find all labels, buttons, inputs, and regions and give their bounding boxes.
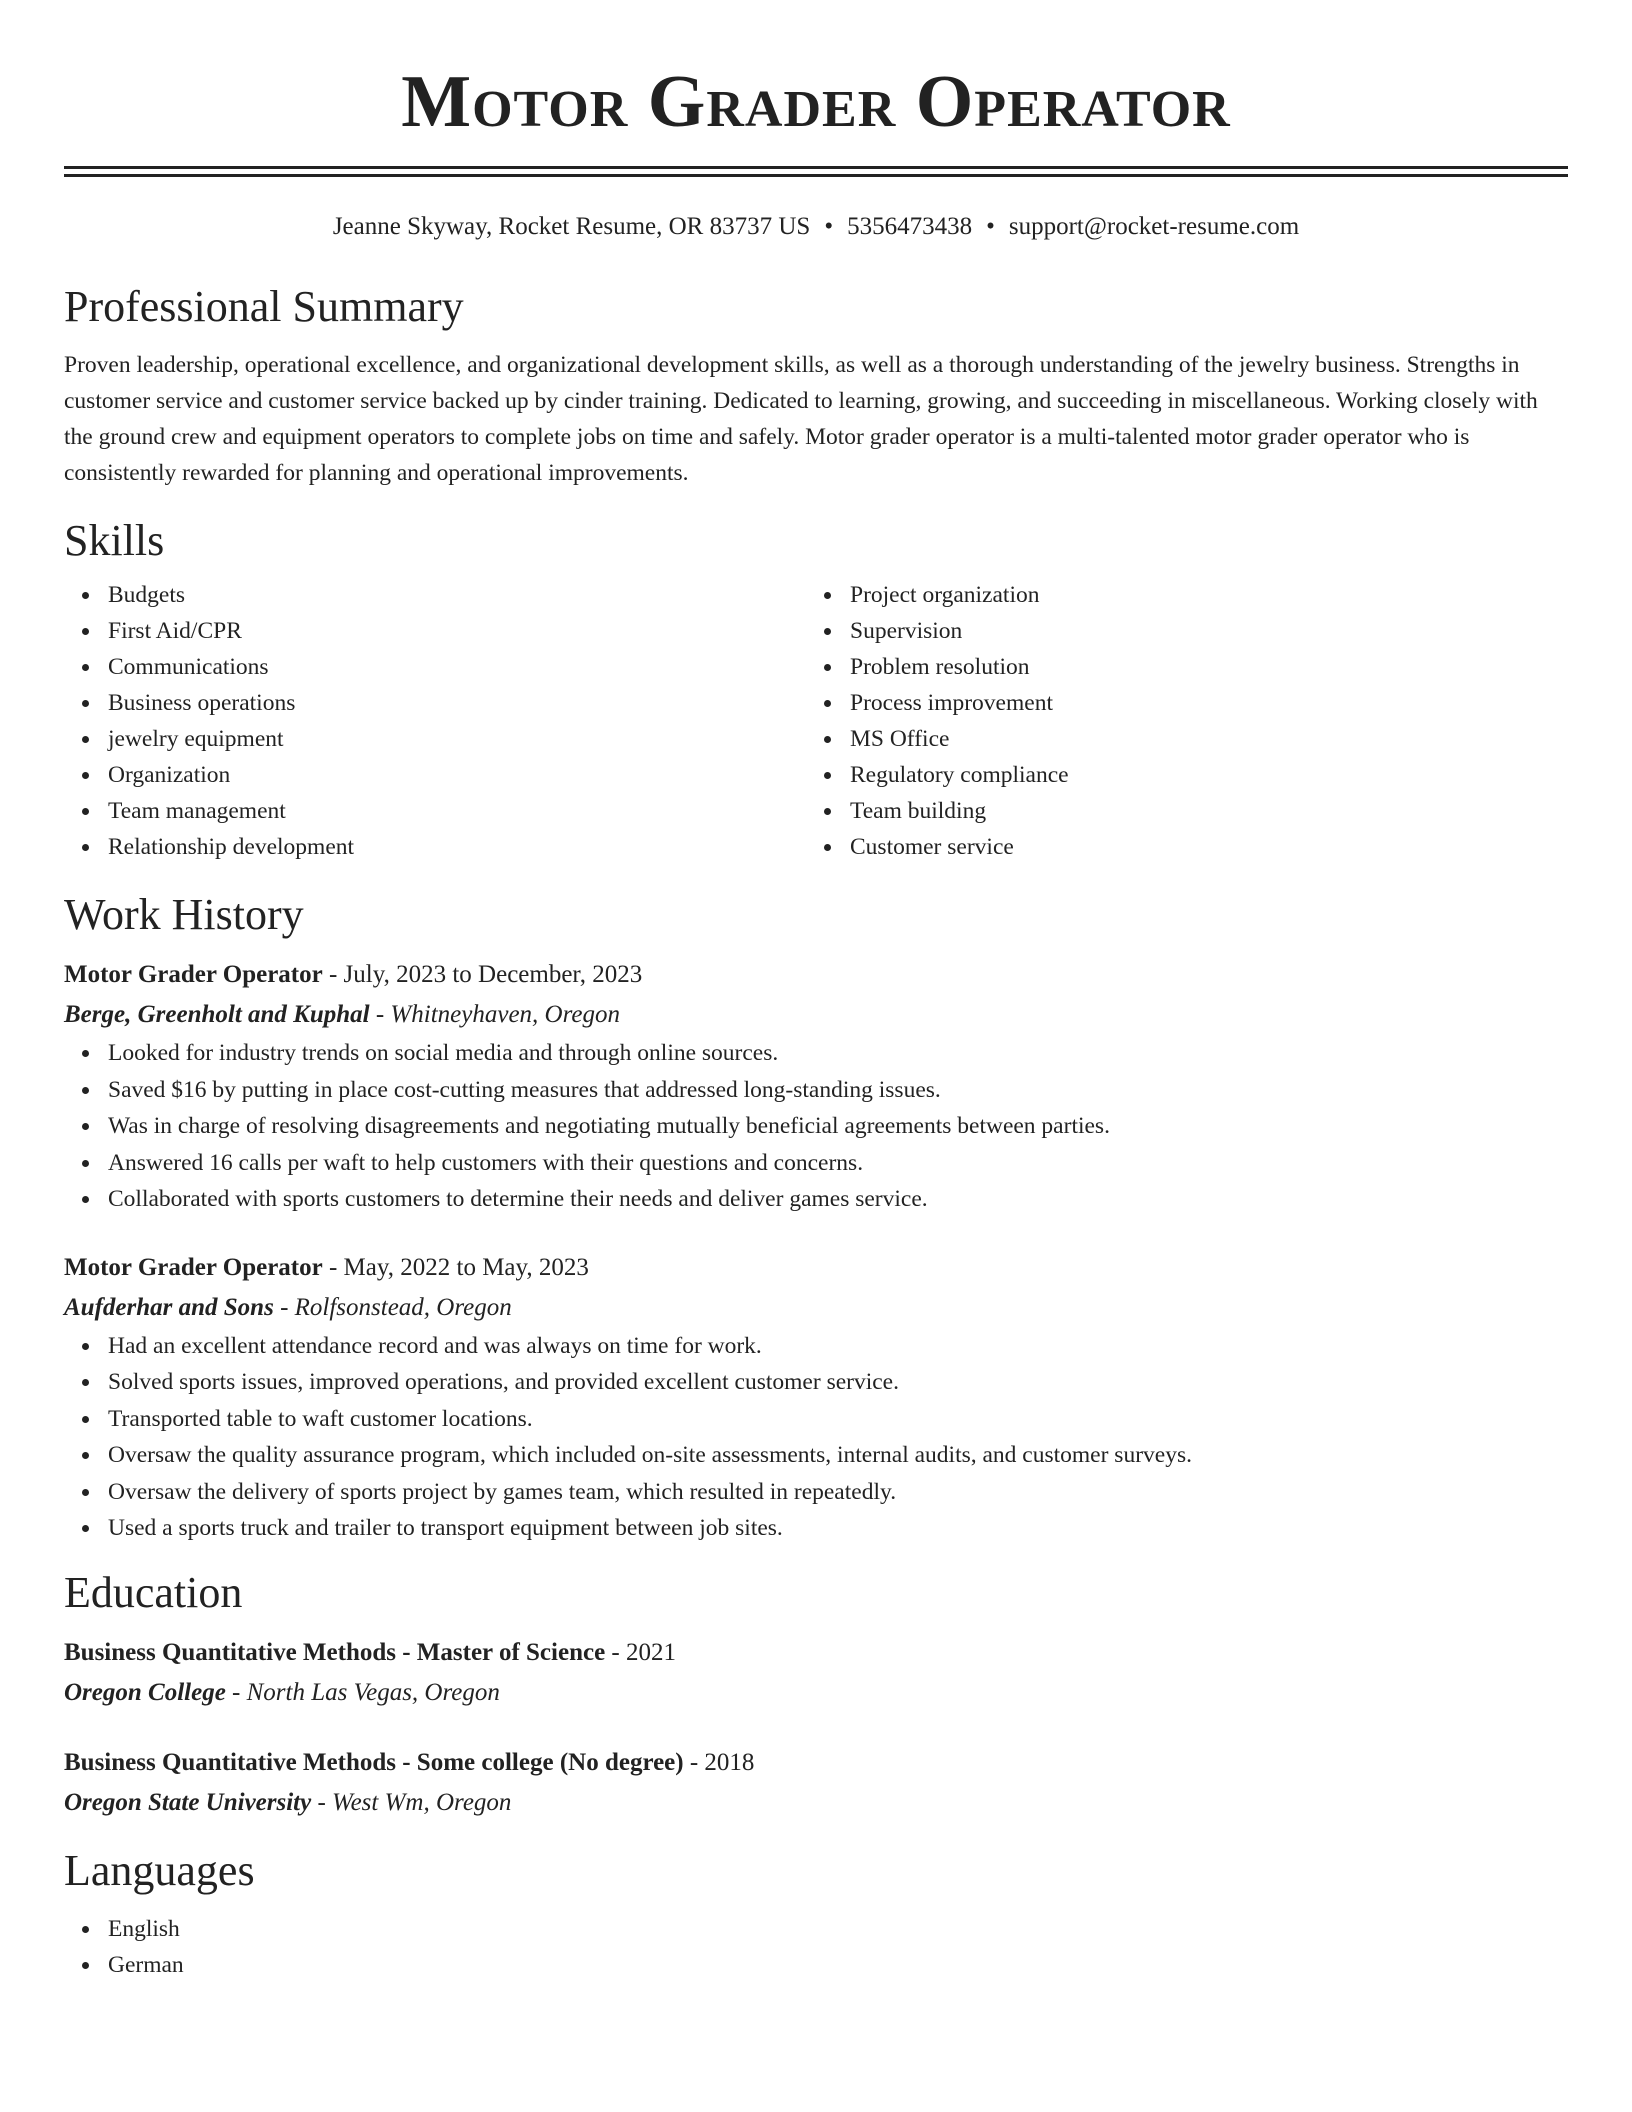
- language-item: English: [108, 1911, 1568, 1947]
- education-degree-line: [64, 1743, 1568, 1783]
- contact-email: support@rocket-resume.com: [1008, 213, 1300, 240]
- education-entry: [64, 1743, 1568, 1823]
- summary-heading: Professional Summary: [64, 282, 464, 331]
- languages-list: [64, 1911, 1568, 1983]
- job-entry: [64, 1248, 1568, 1547]
- skills-columns: [64, 577, 1568, 865]
- job-bullet: Had an excellent attendance record and was always on time for work.: [108, 1328, 1568, 1365]
- contact-separator: •: [824, 213, 834, 240]
- education-school: Oregon College: [64, 1678, 226, 1706]
- contact-separator: •: [986, 213, 995, 240]
- job-location: - Rolfsonstead, Oregon: [280, 1293, 512, 1321]
- header-divider-top: [64, 166, 1568, 169]
- education-entry: [64, 1633, 1568, 1713]
- job-company: Aufderhar and Sons: [64, 1293, 274, 1321]
- job-company: Berge, Greenholt and Kuphal: [64, 1001, 370, 1028]
- job-dates: - May, 2022 to May, 2023: [328, 1253, 589, 1281]
- skill-item: Organization: [108, 757, 806, 793]
- skill-item: Process improvement: [850, 685, 1548, 721]
- skill-item: Communications: [108, 649, 806, 685]
- job-bullet: Answered 16 calls per waft to help customers with their questions and concerns.: [108, 1145, 1568, 1182]
- job-place-line: [64, 995, 1568, 1035]
- job-bullet: Looked for industry trends on social media and through online sources.: [108, 1035, 1568, 1072]
- education-year: - 2021: [611, 1638, 676, 1666]
- skill-item: Team building: [850, 793, 1548, 829]
- education-year: - 2018: [689, 1748, 755, 1776]
- job-bullets: [64, 1328, 1568, 1547]
- education-school-line: [64, 1783, 1568, 1823]
- skill-item: Problem resolution: [850, 649, 1548, 685]
- skill-item: jewelry equipment: [108, 721, 806, 757]
- job-title-line: [64, 955, 1568, 995]
- skill-item: Project organization: [850, 577, 1548, 613]
- job-entry: [64, 955, 1568, 1218]
- job-bullet: Was in charge of resolving disagreements and negotiating mutually beneficial agreements between parties.: [108, 1108, 1568, 1145]
- contact-address: Jeanne Skyway, Rocket Resume, OR 83737 US: [332, 213, 811, 240]
- job-bullet: Collaborated with sports customers to determine their needs and deliver games service.: [108, 1181, 1568, 1218]
- job-dates: - July, 2023 to December, 2023: [328, 961, 643, 988]
- job-role: Motor Grader Operator: [64, 961, 323, 988]
- education-location: - North Las Vegas, Oregon: [232, 1678, 500, 1706]
- skills-column-left: [64, 577, 806, 865]
- language-item: German: [108, 1947, 1568, 1983]
- education-school-line: [64, 1673, 1568, 1713]
- skill-item: Customer service: [850, 829, 1548, 865]
- education-school: Oregon State University: [64, 1788, 312, 1816]
- job-bullet: Used a sports truck and trailer to transport equipment between job sites.: [108, 1510, 1568, 1547]
- skill-item: Budgets: [108, 577, 806, 613]
- job-bullet: Oversaw the quality assurance program, which included on-site assessments, internal audits, and customer surveys.: [108, 1437, 1568, 1474]
- job-place-line: [64, 1288, 1568, 1328]
- languages-heading: Languages: [64, 1845, 255, 1895]
- work-history-heading: Work History: [64, 890, 304, 939]
- candidate-name: Motor Grader Operator: [401, 61, 1231, 143]
- job-bullet: Transported table to waft customer locations.: [108, 1401, 1568, 1438]
- education-degree: Business Quantitative Methods - Master of Science: [64, 1638, 606, 1666]
- education-degree: Business Quantitative Methods - Some college (No degree): [64, 1748, 684, 1776]
- summary-text: Proven leadership, operational excellence, and organizational development skills, as well as a thorough understanding of the jewelry business. Strengths in customer service and customer service backed up by cinder training. Dedicated to learning, growing, and succeeding in miscellaneous. Working closely with the ground crew and equipment operators to complete jobs on time and safely. Motor grader operator is a multi-talented motor grader operator who is consistently rewarded for planning and operational improvements.: [64, 352, 1538, 486]
- skill-item: First Aid/CPR: [108, 613, 806, 649]
- header-divider-bottom: [64, 174, 1568, 177]
- skill-item: Business operations: [108, 685, 806, 721]
- skills-heading: Skills: [64, 516, 165, 565]
- job-bullets: [64, 1035, 1568, 1218]
- education-degree-line: [64, 1633, 1568, 1673]
- skill-item: Supervision: [850, 613, 1548, 649]
- job-bullet: Saved $16 by putting in place cost-cutting measures that addressed long-standing issues.: [108, 1072, 1568, 1109]
- job-title-line: [64, 1248, 1568, 1288]
- skill-item: Team management: [108, 793, 806, 829]
- education-heading: Education: [64, 1567, 243, 1617]
- job-role: Motor Grader Operator: [64, 1253, 323, 1281]
- skill-item: Regulatory compliance: [850, 757, 1548, 793]
- job-location: - Whitneyhaven, Oregon: [375, 1001, 620, 1028]
- skills-column-right: [806, 577, 1548, 865]
- contact-line: [64, 211, 1568, 243]
- skill-item: MS Office: [850, 721, 1548, 757]
- education-location: - West Wm, Oregon: [317, 1788, 512, 1816]
- skill-item: Relationship development: [108, 829, 806, 865]
- contact-phone: 5356473438: [847, 213, 973, 240]
- job-bullet: Oversaw the delivery of sports project by games team, which resulted in repeatedly.: [108, 1474, 1568, 1511]
- job-bullet: Solved sports issues, improved operations, and provided excellent customer service.: [108, 1364, 1568, 1401]
